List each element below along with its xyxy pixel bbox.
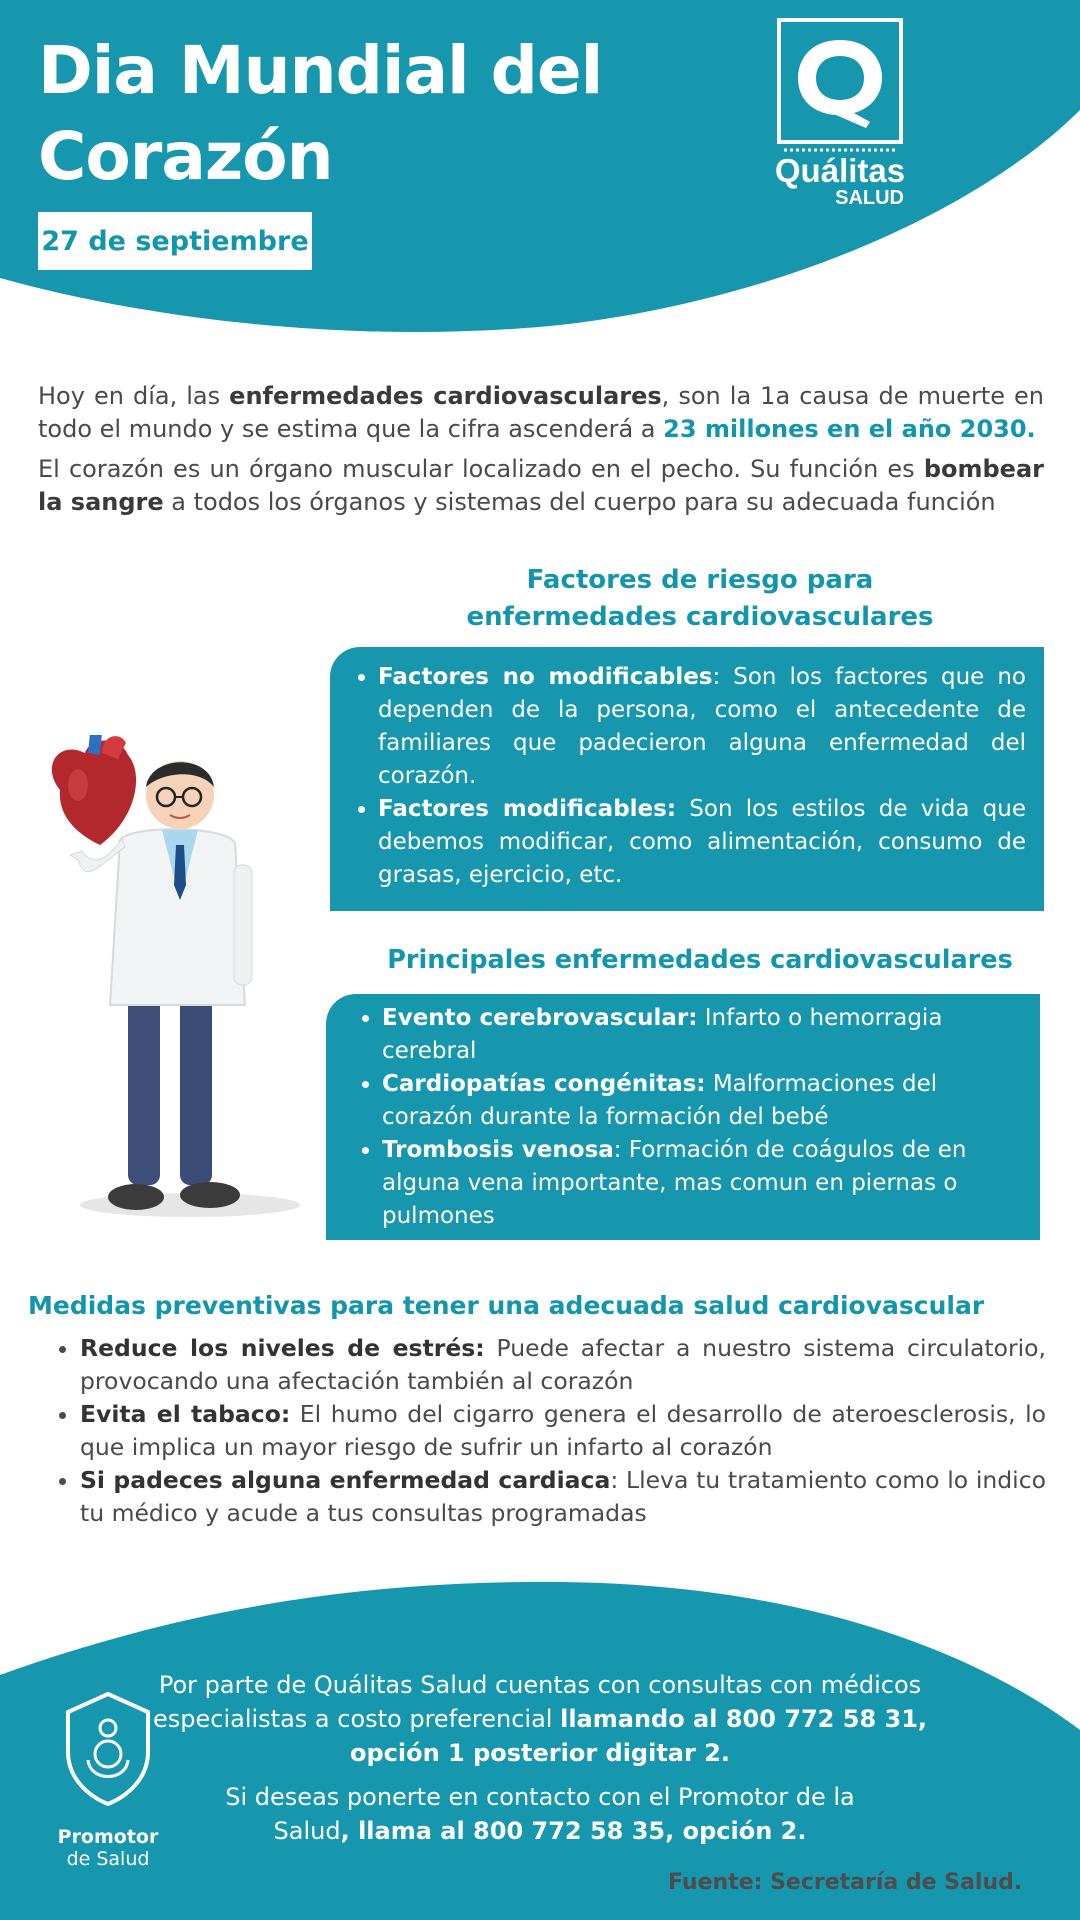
list-item <box>378 793 1026 892</box>
intro-p1-accent: 23 millones en el año 2030. <box>663 415 1036 443</box>
item-label: Si padeces alguna enfermedad cardiaca <box>80 1466 611 1494</box>
item-text: El humo del cigarro genera el desarrollo de ateroesclerosis, lo que implica un mayor riesgo de sufrir un infarto al corazón <box>80 1400 1047 1461</box>
intro-p2-text-2: a todos los órganos y sistemas del cuerpo para su adecuada función <box>163 488 996 516</box>
prevention-section <box>56 1332 1046 1530</box>
intro-p1-text-2: , son la 1a causa de muerte en todo el mundo y se estima que la cifra ascenderá a <box>38 382 1044 443</box>
prevention-list <box>56 1332 1046 1530</box>
risk-title-line-2: enfermedades cardiovasculares <box>466 602 934 632</box>
intro-p1-text: Hoy en día, las <box>38 382 230 410</box>
source-citation: Fuente: Secretaría de Salud. <box>668 1870 1023 1895</box>
list-item <box>80 1332 1046 1398</box>
item-text: Malformaciones del corazón durante la formación del bebé <box>382 1071 938 1130</box>
footer-p1-text: Por parte de Quálitas Salud cuentas con consultas con médicos especialistas a costo preferencial <box>152 1671 922 1733</box>
footer-p2-phone: , llama al 800 772 58 35, opción 2. <box>340 1817 807 1845</box>
date-badge <box>38 212 312 270</box>
title-line-2: Corazón <box>38 118 333 195</box>
promotor-shield-icon <box>62 1690 154 1808</box>
item-label: Factores modificables: <box>378 796 677 822</box>
doctor-holding-heart-illustration <box>40 735 310 1225</box>
item-text: Infarto o hemorragia cerebral <box>382 1005 943 1064</box>
footer-paragraph-1 <box>140 1668 940 1770</box>
list-item <box>382 1002 1000 1068</box>
intro-paragraph-1 <box>38 380 1044 446</box>
qualitas-salud-logo <box>776 18 906 208</box>
item-label: Evento cerebrovascular: <box>382 1005 698 1031</box>
risk-title-line-1: Factores de riesgo para <box>526 565 874 595</box>
footer-p1-phone: llamando al 800 772 58 31, opción 1 posterior digitar 2. <box>349 1705 928 1767</box>
prevention-title: Medidas preventivas para tener una adecuada salud cardiovascular <box>28 1291 985 1320</box>
list-item <box>378 661 1026 793</box>
item-label: Reduce los niveles de estrés: <box>80 1334 485 1362</box>
item-label: Factores no modificables <box>378 664 713 690</box>
logo-subtext: SALUD <box>835 187 904 208</box>
list-item <box>80 1464 1046 1530</box>
item-label: Cardiopatías congénitas: <box>382 1071 706 1097</box>
intro-paragraph-2 <box>38 453 1044 519</box>
footer-p2-text: Si deseas ponerte en contacto con el Promotor de la Salud <box>225 1783 855 1845</box>
promotor-label-line-1: Promotor <box>57 1826 159 1848</box>
logo-text: Quálitas <box>776 152 906 189</box>
risk-factors-list <box>354 661 1026 892</box>
qualitas-q-icon <box>776 18 906 208</box>
page-title <box>38 28 602 200</box>
list-item <box>382 1134 1000 1233</box>
item-label: Trombosis venosa <box>382 1137 614 1163</box>
promotor-label <box>40 1826 176 1870</box>
item-text: : Formación de coágulos de en alguna vena importante, mas comun en piernas o pulmones <box>382 1137 967 1229</box>
title-line-1: Dia Mundial del <box>38 32 603 109</box>
intro-p1-bold: enfermedades cardiovasculares <box>229 382 662 410</box>
diseases-list <box>358 1002 1000 1233</box>
list-item <box>80 1398 1046 1464</box>
list-item <box>382 1068 1000 1134</box>
promotor-label-line-2: de Salud <box>66 1848 150 1870</box>
risk-factors-title <box>330 562 1070 636</box>
intro-p2-bold: bombear la sangre <box>38 455 1044 516</box>
footer-paragraph-2 <box>200 1780 880 1848</box>
item-text: : Son los factores que no dependen de la persona, como el antecedente de familiares que padecieron alguna enfermedad del corazón. <box>378 664 1026 789</box>
item-label: Evita el tabaco: <box>80 1400 291 1428</box>
item-text: Son los estilos de vida que debemos modificar, como alimentación, consumo de grasas, ejercicio, etc. <box>378 796 1026 888</box>
item-text: : Lleva tu tratamiento como lo indico tu médico y acude a tus consultas programadas <box>80 1466 1046 1527</box>
risk-factors-panel <box>330 647 1044 911</box>
item-text: Puede afectar a nuestro sistema circulatorio, provocando una afectación también al corazón <box>80 1334 1046 1395</box>
intro-p2-text: El corazón es un órgano muscular localizado en el pecho. Su función es <box>38 455 924 483</box>
date-text: 27 de septiembre <box>41 225 309 257</box>
diseases-title: Principales enfermedades cardiovasculares <box>387 945 1013 975</box>
diseases-panel <box>326 994 1040 1240</box>
